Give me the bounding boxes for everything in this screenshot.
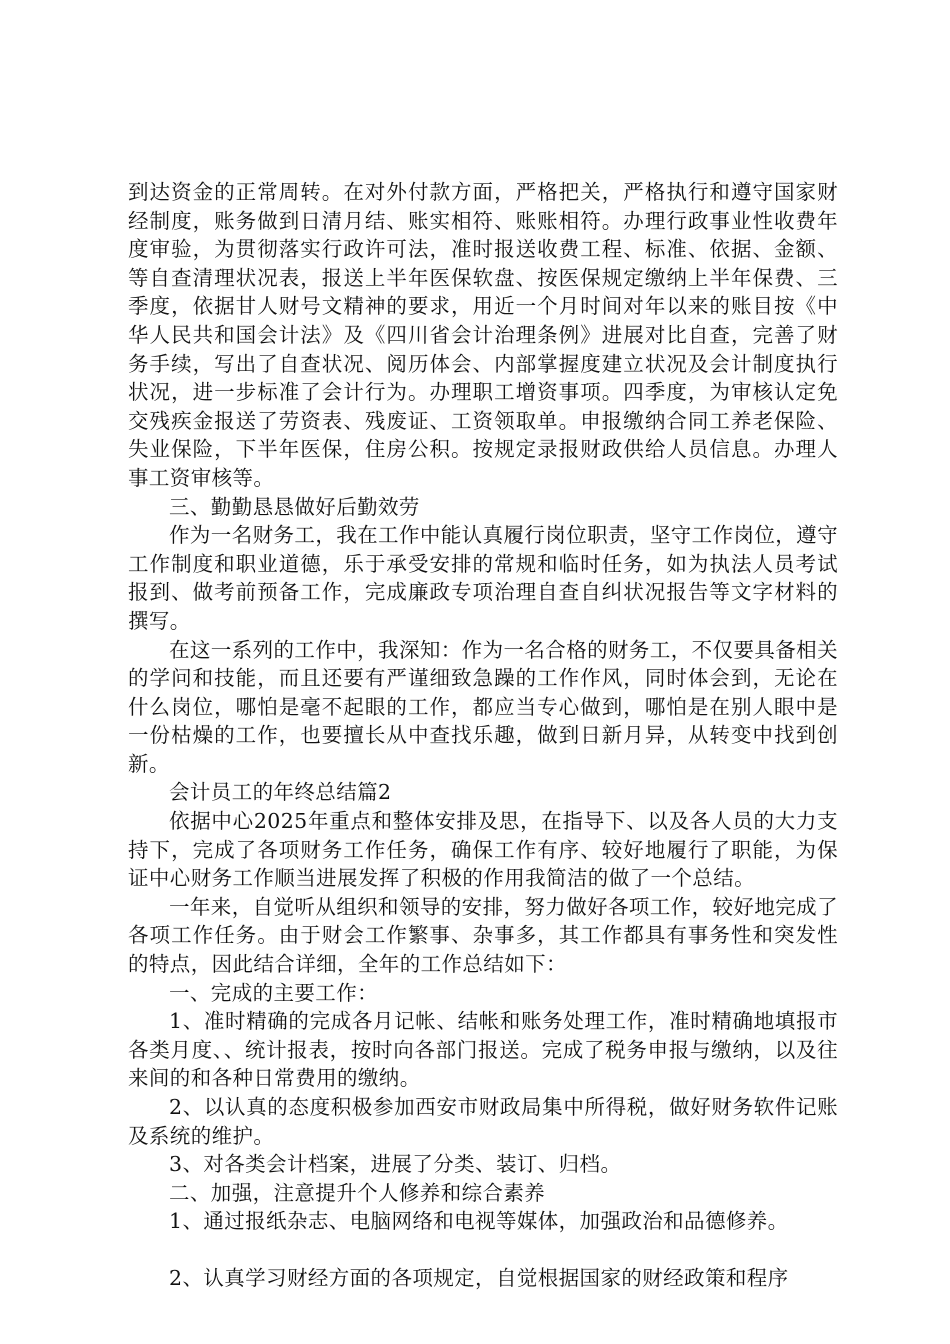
- list-item-4: 1、通过报纸杂志、电脑网络和电视等媒体，加强政治和品德修养。: [169, 1209, 789, 1234]
- paragraph-5: 一年来，自觉听从组织和领导的安排，努力做好各项工作，较好地完成了各项工作任务。由于财会工作繁事、杂事多，其工作都具有事务性和突发性的特点，因此结合详细，全年的工作总结如下：: [128, 894, 838, 977]
- document-body: [128, 178, 838, 1293]
- paragraph-1: 到达资金的正常周转。在对外付款方面，严格把关，严格执行和遵守国家财经制度，账务做到日清月结、账实相符、账账相符。办理行政事业性收费年度审验，为贯彻落实行政许可法，准时报送收费工程、标准、依据、金额、等自查清理状况表，报送上半年医保软盘、按医保规定缴纳上半年保费、三季度，依据甘人财号文精神的要求，用近一个月时间对年以来的账目按《中华人民共和国会计法》及《四川省会计治理条例》进展对比自查，完善了财务手续，写出了自查状况、阅历体会、内部掌握度建立状况及会计制度执行状况，进一步标准了会计行为。办理职工增资事项。四季度，为审核认定免交残疾金报送了劳资表、残废证、工资领取单。申报缴纳合同工养老保险、失业保险，下半年医保，住房公积。按规定录报财政供给人员信息。办理人事工资审核等。: [128, 180, 838, 490]
- paragraph-4: 依据中心2025年重点和整体安排及思，在指导下、以及各人员的大力支持下，完成了各项财务工作任务，确保工作有序、较好地履行了职能，为保证中心财务工作顺当进展发挥了积极的作用我简洁的做了一个总结。: [128, 809, 838, 891]
- paragraph-3: 在这一系列的工作中，我深知：作为一名合格的财务工，不仅要具备相关的学问和技能，而且还要有严谨细致急躁的工作作风，同时体会到，无论在什么岗位，哪怕是毫不起眼的工作，都应当专心做到，哪怕是在别人眼中是一份枯燥的工作，也要擅长从中查找乐趣，做到日新月异，从转变中找到创新。: [128, 637, 838, 776]
- list-item-2: 2、以认真的态度积极参加西安市财政局集中所得税，做好财务软件记账及系统的维护。: [128, 1095, 838, 1148]
- paragraph-2: 作为一名财务工，我在工作中能认真履行岗位职责，坚守工作岗位，遵守工作制度和职业道德，乐于承受安排的常规和临时任务，如为执法人员考试报到、做考前预备工作，完成廉政专项治理自查自纠状况报告等文字材料的撰写。: [128, 523, 838, 633]
- section-heading-2: 二、加强，注意提升个人修养和综合素养: [169, 1180, 546, 1205]
- article-title-2: 会计员工的年终总结篇2: [169, 780, 392, 805]
- section-heading-1: 一、完成的主要工作：: [169, 980, 378, 1005]
- section-heading-3: 三、勤勤恳恳做好后勤效劳: [169, 494, 420, 519]
- list-item-5: 2、认真学习财经方面的各项规定，自觉根据国家的财经政策和程序: [169, 1265, 789, 1290]
- list-item-3: 3、对各类会计档案，进展了分类、装订、归档。: [169, 1152, 622, 1177]
- list-item-1: 1、准时精确的完成各月记帐、结帐和账务处理工作，准时精确地填报市各类月度、、统计报表，按时向各部门报送。完成了税务申报与缴纳，以及往来间的和各种日常费用的缴纳。: [128, 1009, 838, 1091]
